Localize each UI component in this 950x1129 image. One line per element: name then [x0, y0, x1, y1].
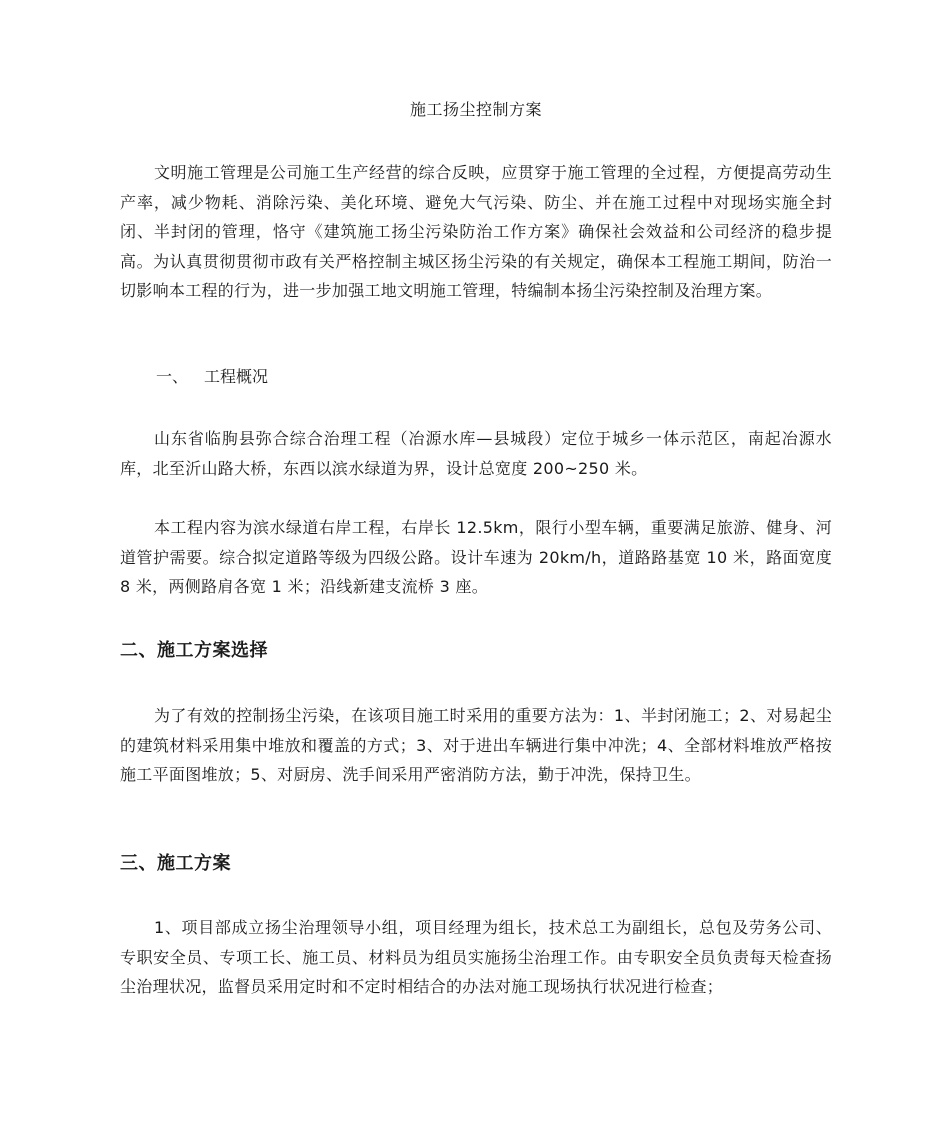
section-1-heading	[156, 365, 268, 389]
section-1-number: 一、	[156, 367, 189, 386]
section-2-paragraph-1: 为了有效的控制扬尘污染，在该项目施工时采用的重要方法为：1、半封闭施工；2、对易起尘的建筑材料采用集中堆放和覆盖的方式；3、对于进出车辆进行集中冲洗；4、全部材料堆放严格按施工平面图堆放；5、对厨房、洗手间采用严密消防方法，勤于冲洗，保持卫生。	[120, 706, 832, 784]
intro-paragraph: 文明施工管理是公司施工生产经营的综合反映，应贯穿于施工管理的全过程，方便提高劳动生产率，减少物耗、消除污染、美化环境、避免大气污染、防尘、并在施工过程中对现场实施全封闭、半封闭的管理，恪守《建筑施工扬尘污染防治工作方案》确保社会效益和公司经济的稳步提高。为认真贯彻贯彻市政有关严格控制主城区扬尘污染的有关规定，确保本工程施工期间，防治一切影响本工程的行为，进一步加强工地文明施工管理，特编制本扬尘污染控制及治理方案。	[120, 163, 832, 300]
section-1-title: 工程概况	[204, 367, 269, 386]
document-title: 施工扬尘控制方案	[409, 100, 542, 119]
section-1-paragraph-2: 本工程内容为滨水绿道右岸工程，右岸长 12.5km，限行小型车辆，重要满足旅游、健身、河道管护需要。综合拟定道路等级为四级公路。设计车速为 20km/h，道路路基宽 10 米，路面宽度 8 米，两侧路肩各宽 1 米；沿线新建支流桥 3 座。	[120, 518, 832, 596]
section-3-paragraph-1: 1、项目部成立扬尘治理领导小组，项目经理为组长，技术总工为副组长，总包及劳务公司、专职安全员、专项工长、施工员、材料员为组员实施扬尘治理工作。由专职安全员负责每天检查扬尘治理状况，监督员采用定时和不定时相结合的办法对施工现场执行状况进行检查；	[120, 918, 832, 996]
section-3-heading: 三、施工方案	[120, 853, 231, 874]
section-2-heading: 二、施工方案选择	[120, 640, 268, 661]
section-1-paragraph-1: 山东省临朐县弥合综合治理工程（冶源水库—县城段）定位于城乡一体示范区，南起冶源水库，北至沂山路大桥，东西以滨水绿道为界，设计总宽度 200~250 米。	[120, 429, 832, 478]
